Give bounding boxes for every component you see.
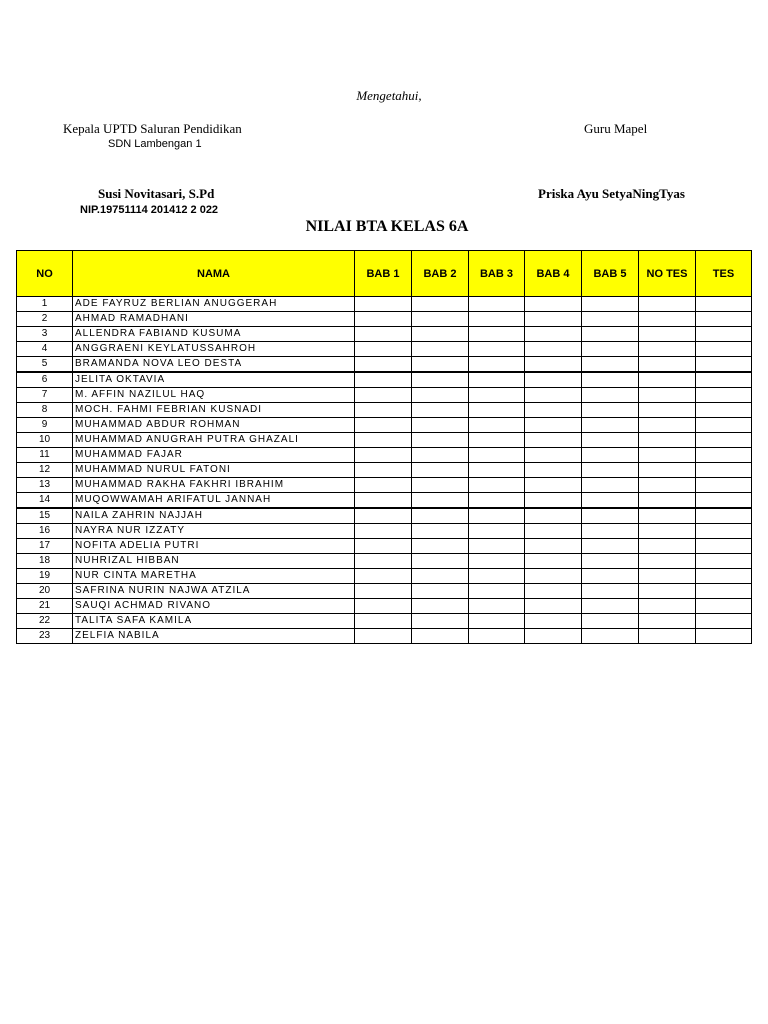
cell-nama[interactable]: NUHRIZAL HIBBAN: [73, 554, 355, 569]
page-title: NILAI BTA KELAS 6A: [305, 218, 469, 235]
cell-tes[interactable]: [696, 569, 752, 584]
cell-bab5[interactable]: [582, 403, 639, 418]
cell-bab3[interactable]: [469, 357, 525, 373]
cell-bab3[interactable]: [469, 539, 525, 554]
cell-bab5[interactable]: [582, 388, 639, 403]
cell-bab3[interactable]: [469, 584, 525, 599]
cell-bab1[interactable]: [355, 629, 412, 644]
cell-tes[interactable]: [696, 614, 752, 629]
cell-no-tes[interactable]: [639, 403, 696, 418]
cell-nama[interactable]: MUHAMMAD ABDUR ROHMAN: [73, 418, 355, 433]
cell-tes[interactable]: [696, 493, 752, 509]
cell-bab5[interactable]: [582, 327, 639, 342]
cell-no-tes[interactable]: [639, 342, 696, 357]
cell-bab5[interactable]: [582, 584, 639, 599]
cell-bab5[interactable]: [582, 493, 639, 509]
column-header-bab2: BAB 2: [412, 251, 469, 297]
cell-bab5[interactable]: [582, 357, 639, 373]
cell-no[interactable]: 12: [17, 463, 73, 478]
cell-no[interactable]: 18: [17, 554, 73, 569]
cell-bab2[interactable]: [412, 297, 469, 312]
cell-bab1[interactable]: [355, 463, 412, 478]
cell-nama[interactable]: ZELFIA NABILA: [73, 629, 355, 644]
table-body: [17, 297, 752, 644]
kepala-name: Susi Novitasari, S.Pd: [98, 186, 215, 201]
cell-bab4[interactable]: [525, 433, 582, 448]
cell-no-tes[interactable]: [639, 539, 696, 554]
cell-nama[interactable]: M. AFFIN NAZILUL HAQ: [73, 388, 355, 403]
cell-tes[interactable]: [696, 433, 752, 448]
column-header-no: NO: [17, 251, 73, 297]
cell-bab2[interactable]: [412, 372, 469, 388]
cell-bab5[interactable]: [582, 629, 639, 644]
cell-bab4[interactable]: [525, 327, 582, 342]
cell-tes[interactable]: [696, 508, 752, 524]
cell-tes[interactable]: [696, 312, 752, 327]
cell-bab4[interactable]: [525, 418, 582, 433]
guru-title: Guru Mapel: [584, 121, 648, 136]
cell-bab4[interactable]: [525, 388, 582, 403]
cell-no[interactable]: 17: [17, 539, 73, 554]
table-row: [17, 388, 752, 403]
cell-bab2[interactable]: [412, 448, 469, 463]
cell-tes[interactable]: [696, 342, 752, 357]
cell-no[interactable]: 19: [17, 569, 73, 584]
cell-no[interactable]: 16: [17, 524, 73, 539]
cell-bab2[interactable]: [412, 312, 469, 327]
cell-no-tes[interactable]: [639, 629, 696, 644]
cell-no-tes[interactable]: [639, 584, 696, 599]
cell-bab1[interactable]: [355, 342, 412, 357]
cell-bab5[interactable]: [582, 418, 639, 433]
cell-bab1[interactable]: [355, 403, 412, 418]
cell-bab5[interactable]: [582, 463, 639, 478]
cell-bab5[interactable]: [582, 297, 639, 312]
cell-bab2[interactable]: [412, 539, 469, 554]
kepala-nip: NIP.19751114 201412 2 022: [80, 204, 219, 216]
cell-nama[interactable]: ANGGRAENI KEYLATUSSAHROH: [73, 342, 355, 357]
cell-bab4[interactable]: [525, 614, 582, 629]
cell-no[interactable]: 1: [17, 297, 73, 312]
table-row: [17, 524, 752, 539]
cell-bab3[interactable]: [469, 448, 525, 463]
cell-no-tes[interactable]: [639, 327, 696, 342]
cell-nama[interactable]: SAFRINA NURIN NAJWA ATZILA: [73, 584, 355, 599]
school-name: SDN Lambengan 1: [108, 138, 202, 150]
cell-bab3[interactable]: [469, 599, 525, 614]
cell-bab5[interactable]: [582, 342, 639, 357]
cell-tes[interactable]: [696, 372, 752, 388]
cell-bab4[interactable]: [525, 357, 582, 373]
cell-bab4[interactable]: [525, 448, 582, 463]
cell-bab5[interactable]: [582, 539, 639, 554]
table-row: [17, 493, 752, 509]
table-row: [17, 569, 752, 584]
cell-bab1[interactable]: [355, 614, 412, 629]
cell-bab3[interactable]: [469, 297, 525, 312]
cell-bab1[interactable]: [355, 508, 412, 524]
cell-tes[interactable]: [696, 584, 752, 599]
cell-bab1[interactable]: [355, 478, 412, 493]
cell-bab3[interactable]: [469, 312, 525, 327]
cell-bab4[interactable]: [525, 372, 582, 388]
cell-no[interactable]: 6: [17, 372, 73, 388]
cell-no-tes[interactable]: [639, 614, 696, 629]
cell-no[interactable]: 22: [17, 614, 73, 629]
cell-tes[interactable]: [696, 357, 752, 373]
cell-bab3[interactable]: [469, 554, 525, 569]
cell-bab2[interactable]: [412, 629, 469, 644]
cell-nama[interactable]: JELITA OKTAVIA: [73, 372, 355, 388]
cell-no-tes[interactable]: [639, 297, 696, 312]
cell-bab2[interactable]: [412, 403, 469, 418]
cell-bab3[interactable]: [469, 418, 525, 433]
cell-bab2[interactable]: [412, 554, 469, 569]
cell-bab4[interactable]: [525, 599, 582, 614]
cell-bab1[interactable]: [355, 418, 412, 433]
grade-table: [16, 250, 752, 644]
cell-no-tes[interactable]: [639, 448, 696, 463]
cell-bab5[interactable]: [582, 433, 639, 448]
cell-bab5[interactable]: [582, 614, 639, 629]
cell-no[interactable]: 15: [17, 508, 73, 524]
cell-bab3[interactable]: [469, 629, 525, 644]
table-row: [17, 342, 752, 357]
cell-no-tes[interactable]: [639, 599, 696, 614]
cell-bab5[interactable]: [582, 478, 639, 493]
table-row: [17, 554, 752, 569]
column-header-tes: TES: [696, 251, 752, 297]
cell-bab1[interactable]: [355, 569, 412, 584]
cell-bab1[interactable]: [355, 539, 412, 554]
cell-nama[interactable]: MUHAMMAD FAJAR: [73, 448, 355, 463]
cell-nama[interactable]: MUQOWWAMAH ARIFATUL JANNAH: [73, 493, 355, 509]
cell-no-tes[interactable]: [639, 357, 696, 373]
cell-bab1[interactable]: [355, 388, 412, 403]
cell-bab5[interactable]: [582, 554, 639, 569]
cell-bab5[interactable]: [582, 524, 639, 539]
cell-no[interactable]: 4: [17, 342, 73, 357]
cell-bab2[interactable]: [412, 418, 469, 433]
cell-no[interactable]: 14: [17, 493, 73, 509]
cell-bab3[interactable]: [469, 614, 525, 629]
cell-bab3[interactable]: [469, 403, 525, 418]
cell-bab4[interactable]: [525, 539, 582, 554]
cell-bab4[interactable]: [525, 493, 582, 509]
cell-bab4[interactable]: [525, 524, 582, 539]
cell-bab2[interactable]: [412, 599, 469, 614]
cell-bab1[interactable]: [355, 448, 412, 463]
column-header-bab3: BAB 3: [469, 251, 525, 297]
mengetahui-text: Mengetahui,: [356, 88, 422, 103]
cell-no-tes[interactable]: [639, 508, 696, 524]
table-row: [17, 297, 752, 312]
cell-no-tes[interactable]: [639, 463, 696, 478]
kepala-title: Kepala UPTD Saluran Pendidikan: [63, 121, 242, 136]
cell-nama[interactable]: MOCH. FAHMI FEBRIAN KUSNADI: [73, 403, 355, 418]
cell-bab2[interactable]: [412, 569, 469, 584]
cell-bab2[interactable]: [412, 327, 469, 342]
cell-bab5[interactable]: [582, 312, 639, 327]
cell-bab5[interactable]: [582, 599, 639, 614]
cell-bab1[interactable]: [355, 327, 412, 342]
cell-bab1[interactable]: [355, 584, 412, 599]
cell-no[interactable]: 2: [17, 312, 73, 327]
cell-bab2[interactable]: [412, 463, 469, 478]
cell-no-tes[interactable]: [639, 312, 696, 327]
cell-bab1[interactable]: [355, 433, 412, 448]
cell-bab1[interactable]: [355, 357, 412, 373]
cell-bab1[interactable]: [355, 312, 412, 327]
table-row: [17, 357, 752, 373]
cell-no[interactable]: 11: [17, 448, 73, 463]
cell-no[interactable]: 10: [17, 433, 73, 448]
column-header-bab1: BAB 1: [355, 251, 412, 297]
table-row: [17, 327, 752, 342]
cell-bab3[interactable]: [469, 327, 525, 342]
cell-no-tes[interactable]: [639, 418, 696, 433]
cell-nama[interactable]: NUR CINTA MARETHA: [73, 569, 355, 584]
cell-bab2[interactable]: [412, 342, 469, 357]
cell-nama[interactable]: MUHAMMAD ANUGRAH PUTRA GHAZALI: [73, 433, 355, 448]
cell-bab1[interactable]: [355, 297, 412, 312]
column-header-no-tes: NO TES: [639, 251, 696, 297]
cell-no[interactable]: 7: [17, 388, 73, 403]
cell-no-tes[interactable]: [639, 554, 696, 569]
cell-bab2[interactable]: [412, 433, 469, 448]
cell-nama[interactable]: ALLENDRA FABIAND KUSUMA: [73, 327, 355, 342]
table-row: [17, 584, 752, 599]
cell-bab2[interactable]: [412, 357, 469, 373]
cell-bab1[interactable]: [355, 524, 412, 539]
cell-bab4[interactable]: [525, 478, 582, 493]
cell-no[interactable]: 13: [17, 478, 73, 493]
cell-bab4[interactable]: [525, 463, 582, 478]
cell-bab2[interactable]: [412, 478, 469, 493]
table-row: [17, 372, 752, 388]
cell-bab4[interactable]: [525, 508, 582, 524]
table-row: [17, 312, 752, 327]
cell-bab4[interactable]: [525, 629, 582, 644]
cell-nama[interactable]: ADE FAYRUZ BERLIAN ANUGGERAH: [73, 297, 355, 312]
cell-nama[interactable]: AHMAD RAMADHANI: [73, 312, 355, 327]
cell-no-tes[interactable]: [639, 388, 696, 403]
cell-bab5[interactable]: [582, 448, 639, 463]
table-row: [17, 403, 752, 418]
cell-no[interactable]: 20: [17, 584, 73, 599]
cell-no-tes[interactable]: [639, 478, 696, 493]
table-row: [17, 614, 752, 629]
cell-bab2[interactable]: [412, 524, 469, 539]
column-header-bab5: BAB 5: [582, 251, 639, 297]
cell-bab4[interactable]: [525, 403, 582, 418]
cell-tes[interactable]: [696, 327, 752, 342]
table-row: [17, 599, 752, 614]
cell-bab1[interactable]: [355, 493, 412, 509]
cell-bab3[interactable]: [469, 463, 525, 478]
cell-bab3[interactable]: [469, 433, 525, 448]
table-row: [17, 629, 752, 644]
column-header-bab4: BAB 4: [525, 251, 582, 297]
cell-tes[interactable]: [696, 463, 752, 478]
cell-no[interactable]: 3: [17, 327, 73, 342]
cell-no[interactable]: 23: [17, 629, 73, 644]
cell-bab1[interactable]: [355, 599, 412, 614]
cell-nama[interactable]: NAYRA NUR IZZATY: [73, 524, 355, 539]
cell-nama[interactable]: MUHAMMAD NURUL FATONI: [73, 463, 355, 478]
table-row: [17, 433, 752, 448]
cell-bab4[interactable]: [525, 584, 582, 599]
cell-bab4[interactable]: [525, 554, 582, 569]
cell-bab3[interactable]: [469, 493, 525, 509]
cell-no-tes[interactable]: [639, 433, 696, 448]
cell-tes[interactable]: [696, 539, 752, 554]
cell-tes[interactable]: [696, 448, 752, 463]
cell-bab2[interactable]: [412, 614, 469, 629]
cell-bab2[interactable]: [412, 508, 469, 524]
cell-tes[interactable]: [696, 388, 752, 403]
cell-bab4[interactable]: [525, 342, 582, 357]
cell-tes[interactable]: [696, 524, 752, 539]
table-row: [17, 539, 752, 554]
cell-bab5[interactable]: [582, 372, 639, 388]
cell-no-tes[interactable]: [639, 569, 696, 584]
cell-no-tes[interactable]: [639, 524, 696, 539]
cell-bab5[interactable]: [582, 569, 639, 584]
cell-no-tes[interactable]: [639, 493, 696, 509]
cell-tes[interactable]: [696, 418, 752, 433]
cell-bab3[interactable]: [469, 569, 525, 584]
cell-bab4[interactable]: [525, 297, 582, 312]
guru-name: Priska Ayu SetyaNingTyas: [538, 186, 685, 201]
cell-tes[interactable]: [696, 478, 752, 493]
cell-nama[interactable]: MUHAMMAD RAKHA FAKHRI IBRAHIM: [73, 478, 355, 493]
cell-nama[interactable]: SAUQI ACHMAD RIVANO: [73, 599, 355, 614]
cell-no-tes[interactable]: [639, 372, 696, 388]
cell-bab3[interactable]: [469, 388, 525, 403]
table-row: [17, 448, 752, 463]
cell-tes[interactable]: [696, 297, 752, 312]
cell-nama[interactable]: NOFITA ADELIA PUTRI: [73, 539, 355, 554]
cell-bab2[interactable]: [412, 388, 469, 403]
cell-bab3[interactable]: [469, 342, 525, 357]
table-row: [17, 463, 752, 478]
cell-no[interactable]: 9: [17, 418, 73, 433]
cell-bab4[interactable]: [525, 312, 582, 327]
cell-bab2[interactable]: [412, 493, 469, 509]
cell-bab1[interactable]: [355, 554, 412, 569]
table-row: [17, 508, 752, 524]
cell-bab3[interactable]: [469, 524, 525, 539]
cell-no[interactable]: 21: [17, 599, 73, 614]
cell-tes[interactable]: [696, 403, 752, 418]
cell-bab3[interactable]: [469, 478, 525, 493]
cell-bab4[interactable]: [525, 569, 582, 584]
cell-bab3[interactable]: [469, 508, 525, 524]
table-header-row: [17, 251, 752, 297]
cell-bab1[interactable]: [355, 372, 412, 388]
column-header-nama: NAMA: [73, 251, 355, 297]
cell-no[interactable]: 8: [17, 403, 73, 418]
cell-bab5[interactable]: [582, 508, 639, 524]
table-row: [17, 418, 752, 433]
cell-tes[interactable]: [696, 599, 752, 614]
cell-no[interactable]: 5: [17, 357, 73, 373]
cell-nama[interactable]: NAILA ZAHRIN NAJJAH: [73, 508, 355, 524]
table-row: [17, 478, 752, 493]
cell-bab2[interactable]: [412, 584, 469, 599]
cell-bab3[interactable]: [469, 372, 525, 388]
cell-nama[interactable]: TALITA SAFA KAMILA: [73, 614, 355, 629]
cell-tes[interactable]: [696, 629, 752, 644]
cell-tes[interactable]: [696, 554, 752, 569]
cell-nama[interactable]: BRAMANDA NOVA LEO DESTA: [73, 357, 355, 373]
